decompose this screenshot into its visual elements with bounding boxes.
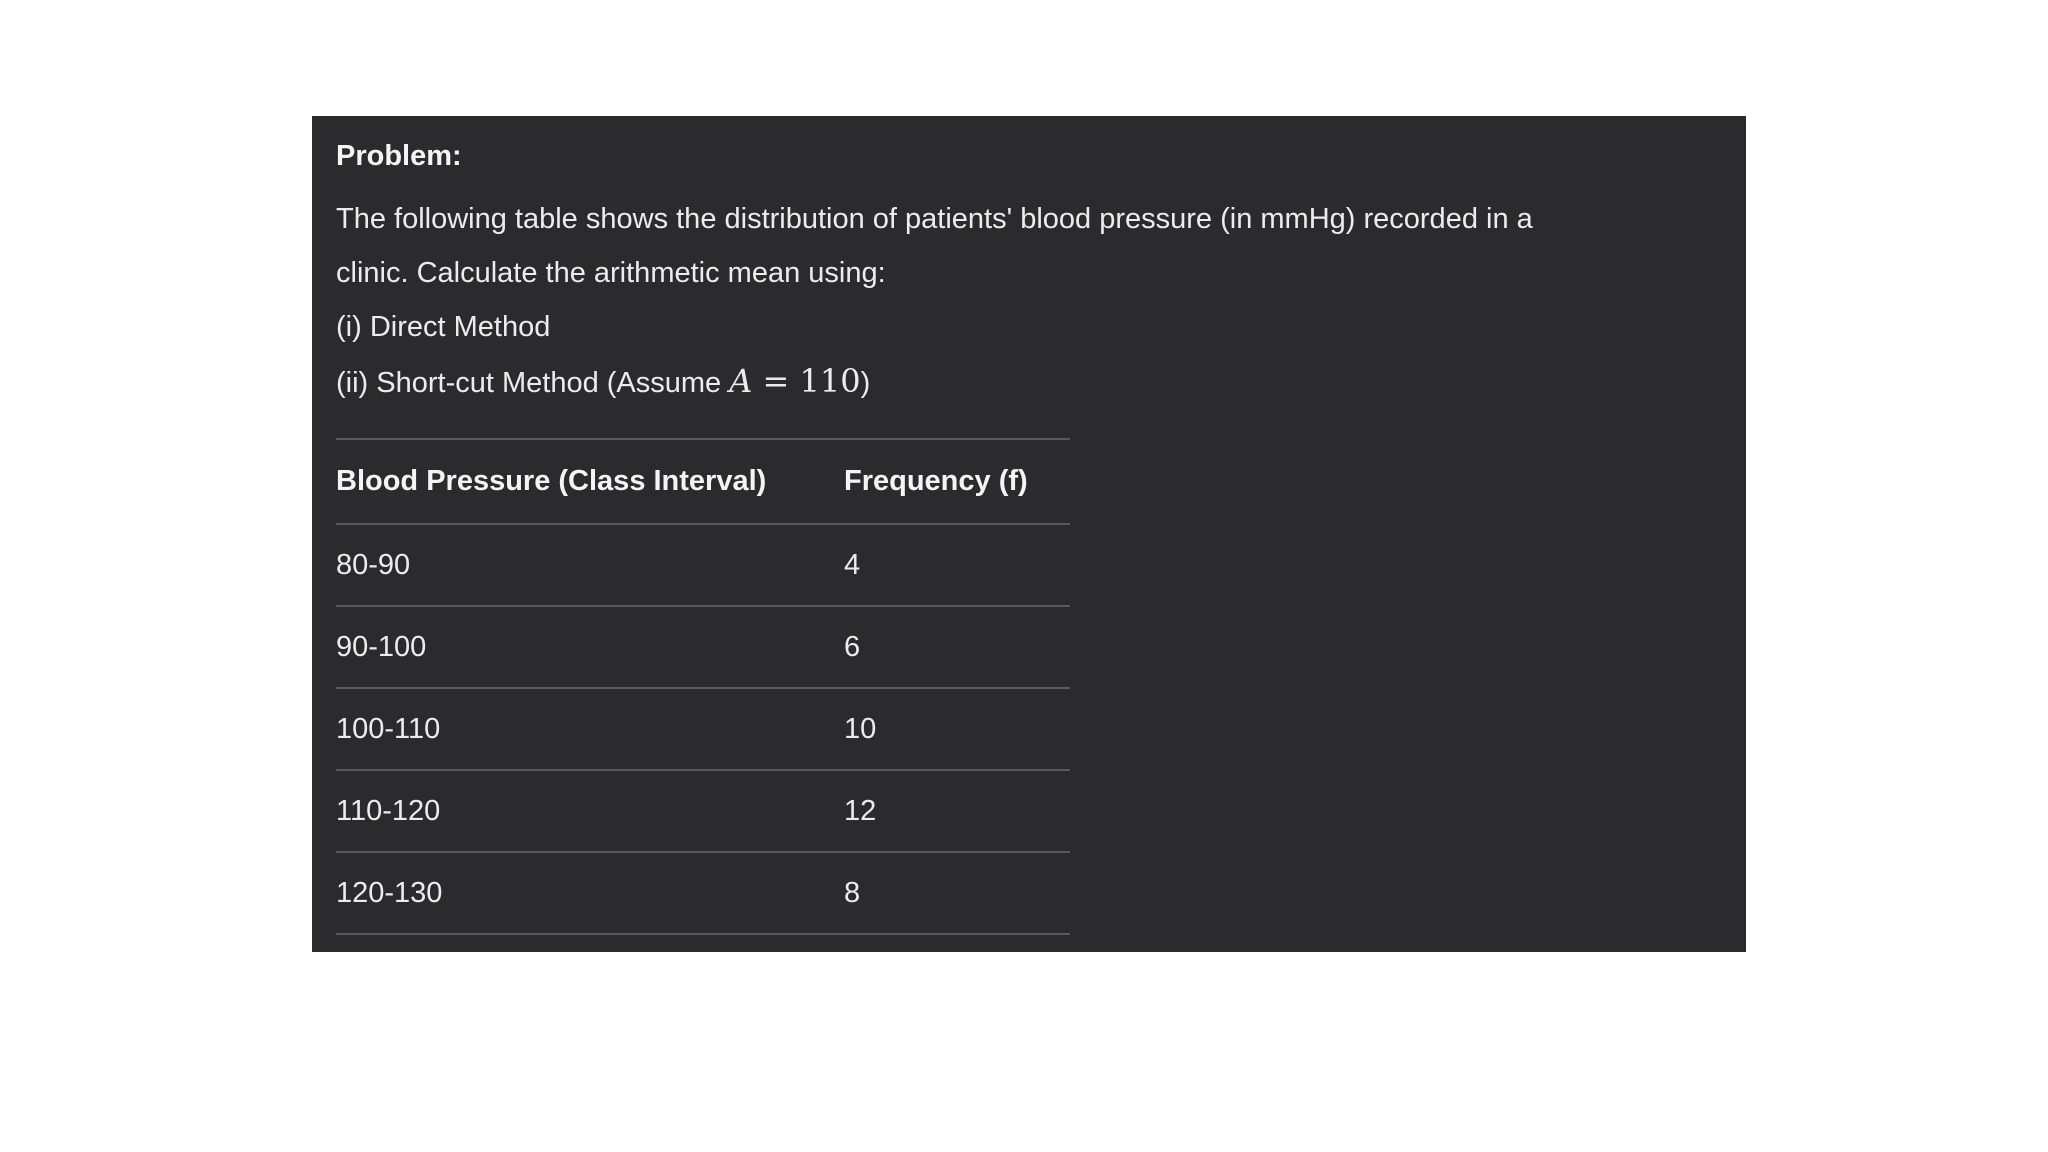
class-interval-cell: 100-110 (336, 688, 844, 770)
problem-card (312, 116, 1746, 952)
column-header-class-interval: Blood Pressure (Class Interval) (336, 439, 844, 524)
method-shortcut (336, 354, 1722, 410)
table-row (336, 770, 1070, 852)
class-interval-cell: 120-130 (336, 852, 844, 934)
assumed-mean-formula (729, 362, 860, 400)
assumed-mean-variable: A (729, 362, 753, 400)
table-row (336, 688, 1070, 770)
method-shortcut-text: (ii) Short-cut Method (Assume (336, 367, 730, 399)
frequency-cell: 4 (844, 524, 1070, 606)
frequency-cell: 12 (844, 770, 1070, 852)
frequency-table (336, 438, 1070, 935)
frequency-cell: 8 (844, 852, 1070, 934)
method-direct: (i) Direct Method (336, 311, 551, 343)
frequency-cell: 10 (844, 688, 1070, 770)
column-header-frequency: Frequency (f) (844, 439, 1070, 524)
class-interval-cell: 90-100 (336, 606, 844, 688)
table-header-row (336, 439, 1070, 524)
table-row (336, 852, 1070, 934)
method-shortcut-close: ) (860, 367, 871, 399)
frequency-cell: 6 (844, 606, 1070, 688)
class-interval-cell: 80-90 (336, 524, 844, 606)
problem-intro-line-1: The following table shows the distribution of patients' blood pressure (in mmHg) recorded in a (336, 203, 1533, 235)
class-interval-cell: 110-120 (336, 770, 844, 852)
table-row (336, 606, 1070, 688)
problem-heading: Problem: (336, 140, 462, 172)
problem-intro-line-2: clinic. Calculate the arithmetic mean using: (336, 257, 886, 289)
assumed-mean-value: = 110 (752, 362, 861, 400)
table-row (336, 524, 1070, 606)
